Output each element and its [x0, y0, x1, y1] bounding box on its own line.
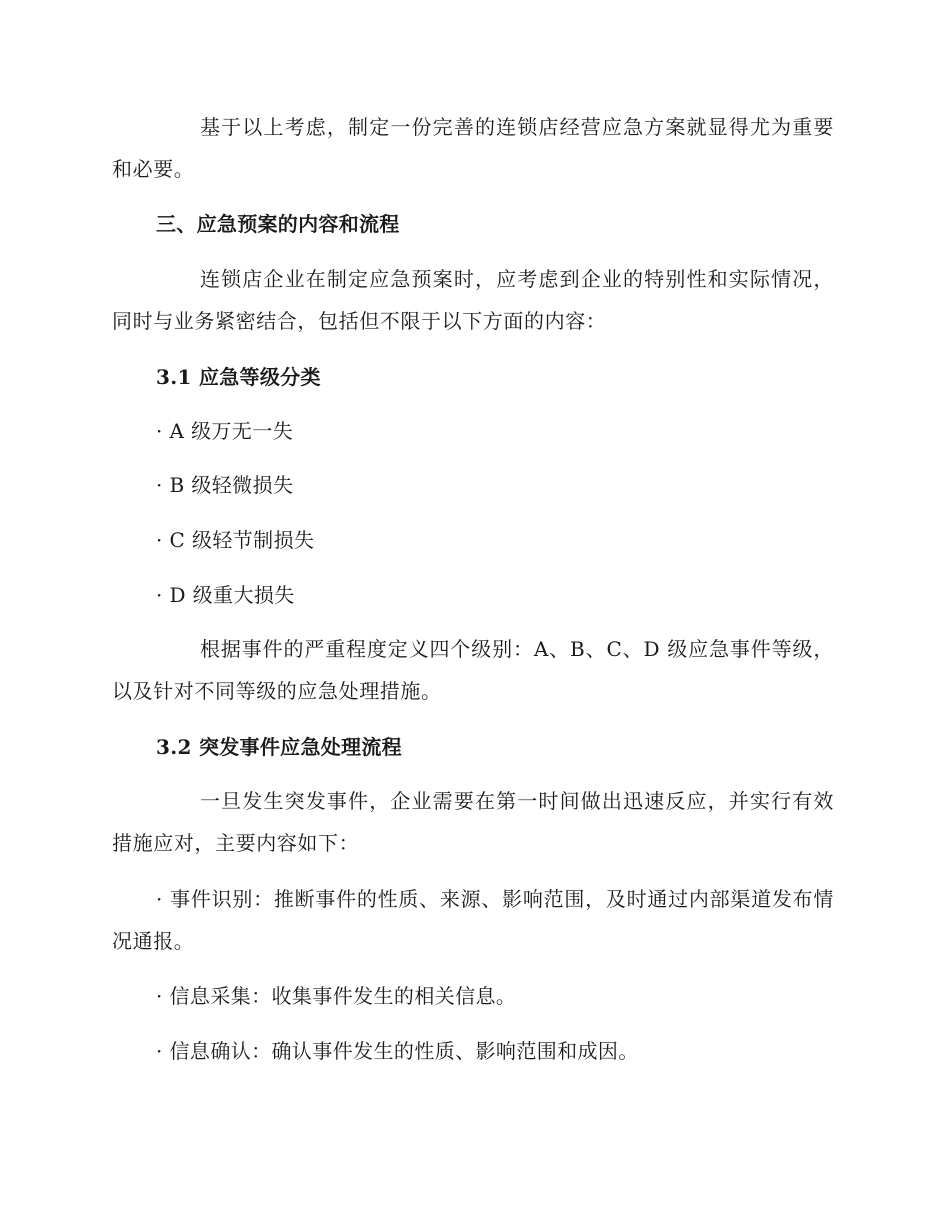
list-item-info-confirmation: · 信息确认：确认事件发生的性质、影响范围和成因。: [156, 1039, 639, 1063]
subsection-heading-3-2: 3.2 突发事件应急处理流程: [156, 735, 402, 759]
paragraph-intro-contents: 连锁店企业在制定应急预案时，应考虑到企业的特别性和实际情况，同时与业务紧密结合，包括但不限于以下方面的内容：: [112, 267, 834, 333]
list-item-info-collection: · 信息采集：收集事件发生的相关信息。: [156, 984, 517, 1008]
list-item-level-c: · C 级轻节制损失: [156, 528, 315, 552]
list-item-level-a: · A 级万无一失: [156, 419, 294, 443]
subsection-heading-3-1: 3.1 应急等级分类: [156, 365, 321, 389]
paragraph-conclusion: 基于以上考虑，制定一份完善的连锁店经营应急方案就显得尤为重要和必要。: [112, 115, 834, 181]
list-item-event-identification: · 事件识别：推断事件的性质、来源、影响范围，及时通过内部渠道发布情况通报。: [112, 887, 834, 953]
list-item-level-b: · B 级轻微损失: [156, 473, 294, 497]
list-item-level-d: · D 级重大损失: [156, 583, 295, 607]
paragraph-level-definition: 根据事件的严重程度定义四个级别：A、B、C、D 级应急事件等级，以及针对不同等级的应急处理措施。: [112, 637, 834, 703]
paragraph-emergency-response: 一旦发生突发事件，企业需要在第一时间做出迅速反应，并实行有效措施应对，主要内容如下：: [112, 789, 834, 855]
section-heading-3: 三、应急预案的内容和流程: [156, 212, 400, 236]
